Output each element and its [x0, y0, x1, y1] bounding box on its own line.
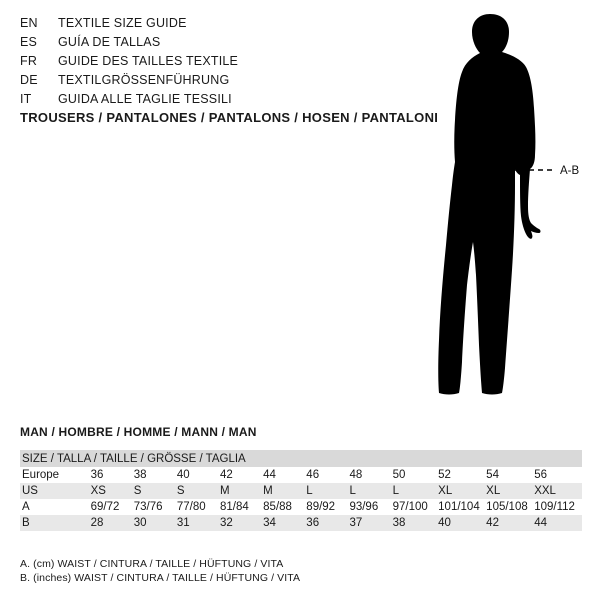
cell: 28: [91, 515, 134, 531]
cell: 56: [534, 469, 547, 481]
row-label: Europe: [22, 469, 60, 481]
cell: 48: [349, 469, 363, 481]
section-title: MAN / HOMBRE / HOMME / MANN / MAN: [20, 425, 257, 439]
cell: 89/92: [306, 501, 336, 513]
row-label: A: [22, 501, 30, 513]
table-row: [20, 483, 582, 499]
cell: 40: [438, 515, 486, 531]
footnote-b: B. (inches) WAIST / CINTURA / TAILLE / HÜFTUNG / VITA: [20, 572, 301, 584]
cell: 52: [438, 469, 451, 481]
cell: 34: [263, 515, 306, 531]
language-text: GUÍA DE TALLAS: [58, 35, 161, 49]
language-code: DE: [20, 73, 38, 87]
cell: 36: [90, 469, 104, 481]
language-list: [20, 16, 400, 111]
cell: 32: [220, 515, 263, 531]
cell: 38: [133, 469, 147, 481]
language-row: [20, 54, 400, 73]
cell: 30: [134, 515, 177, 531]
cell: M: [263, 483, 306, 499]
language-code: IT: [20, 92, 32, 106]
cell: 36: [306, 515, 349, 531]
cell: 40: [176, 469, 190, 481]
row-label: US: [20, 483, 91, 499]
cell: L: [393, 483, 439, 499]
cell: 44: [534, 515, 582, 531]
language-text: GUIDA ALLE TAGLIE TESSILI: [58, 92, 232, 106]
language-row: [20, 16, 400, 35]
footnotes: [20, 557, 300, 585]
cell: L: [349, 483, 392, 499]
language-row: [20, 92, 400, 111]
cell: S: [134, 483, 177, 499]
cell: 44: [263, 469, 276, 481]
language-code: FR: [20, 54, 38, 68]
cell: 37: [349, 515, 392, 531]
cell: XXL: [534, 483, 582, 499]
cell: 54: [486, 469, 499, 481]
cell: 38: [393, 515, 439, 531]
cell: 77/80: [176, 501, 206, 513]
language-text: TEXTILE SIZE GUIDE: [58, 16, 187, 30]
cell: 46: [306, 469, 320, 481]
row-label: B: [20, 515, 91, 531]
cell: 109/112: [534, 501, 575, 513]
measure-label: A-B: [560, 165, 580, 177]
cell: 31: [177, 515, 220, 531]
cell: 85/88: [263, 501, 292, 513]
garment-title: TROUSERS / PANTALONES / PANTALONS / HOSEN / PANTALONI: [20, 110, 439, 125]
man-silhouette-icon: [400, 10, 600, 410]
language-row: [20, 35, 400, 54]
language-code: ES: [20, 35, 38, 49]
cell: 69/72: [90, 501, 120, 513]
cell: 93/96: [349, 501, 379, 513]
cell: 73/76: [133, 501, 163, 513]
size-table: [20, 450, 582, 531]
table-header-label: SIZE / TALLA / TAILLE / GRÖSSE / TAGLIA: [22, 452, 246, 465]
language-code: EN: [20, 16, 38, 30]
table-row: [20, 515, 582, 531]
cell: 97/100: [392, 501, 428, 513]
cell: 42: [220, 469, 233, 481]
table-row: [20, 467, 582, 483]
cell: 42: [486, 515, 534, 531]
cell: XL: [438, 483, 486, 499]
cell: XS: [91, 483, 134, 499]
table-row: [20, 499, 582, 515]
figure-illustration: [400, 10, 600, 410]
cell: 105/108: [486, 501, 528, 513]
cell: M: [220, 483, 263, 499]
footnote-a: A. (cm) WAIST / CINTURA / TAILLE / HÜFTUNG / VITA: [20, 558, 284, 570]
language-text: TEXTILGRÖSSENFÜHRUNG: [58, 73, 230, 87]
language-text: GUIDE DES TAILLES TEXTILE: [58, 54, 239, 68]
cell: 50: [392, 469, 406, 481]
table-header-row: [20, 450, 582, 467]
cell: XL: [486, 483, 534, 499]
cell: 101/104: [438, 501, 480, 513]
language-row: [20, 73, 400, 92]
cell: S: [177, 483, 220, 499]
cell: L: [306, 483, 349, 499]
cell: 81/84: [220, 501, 249, 513]
